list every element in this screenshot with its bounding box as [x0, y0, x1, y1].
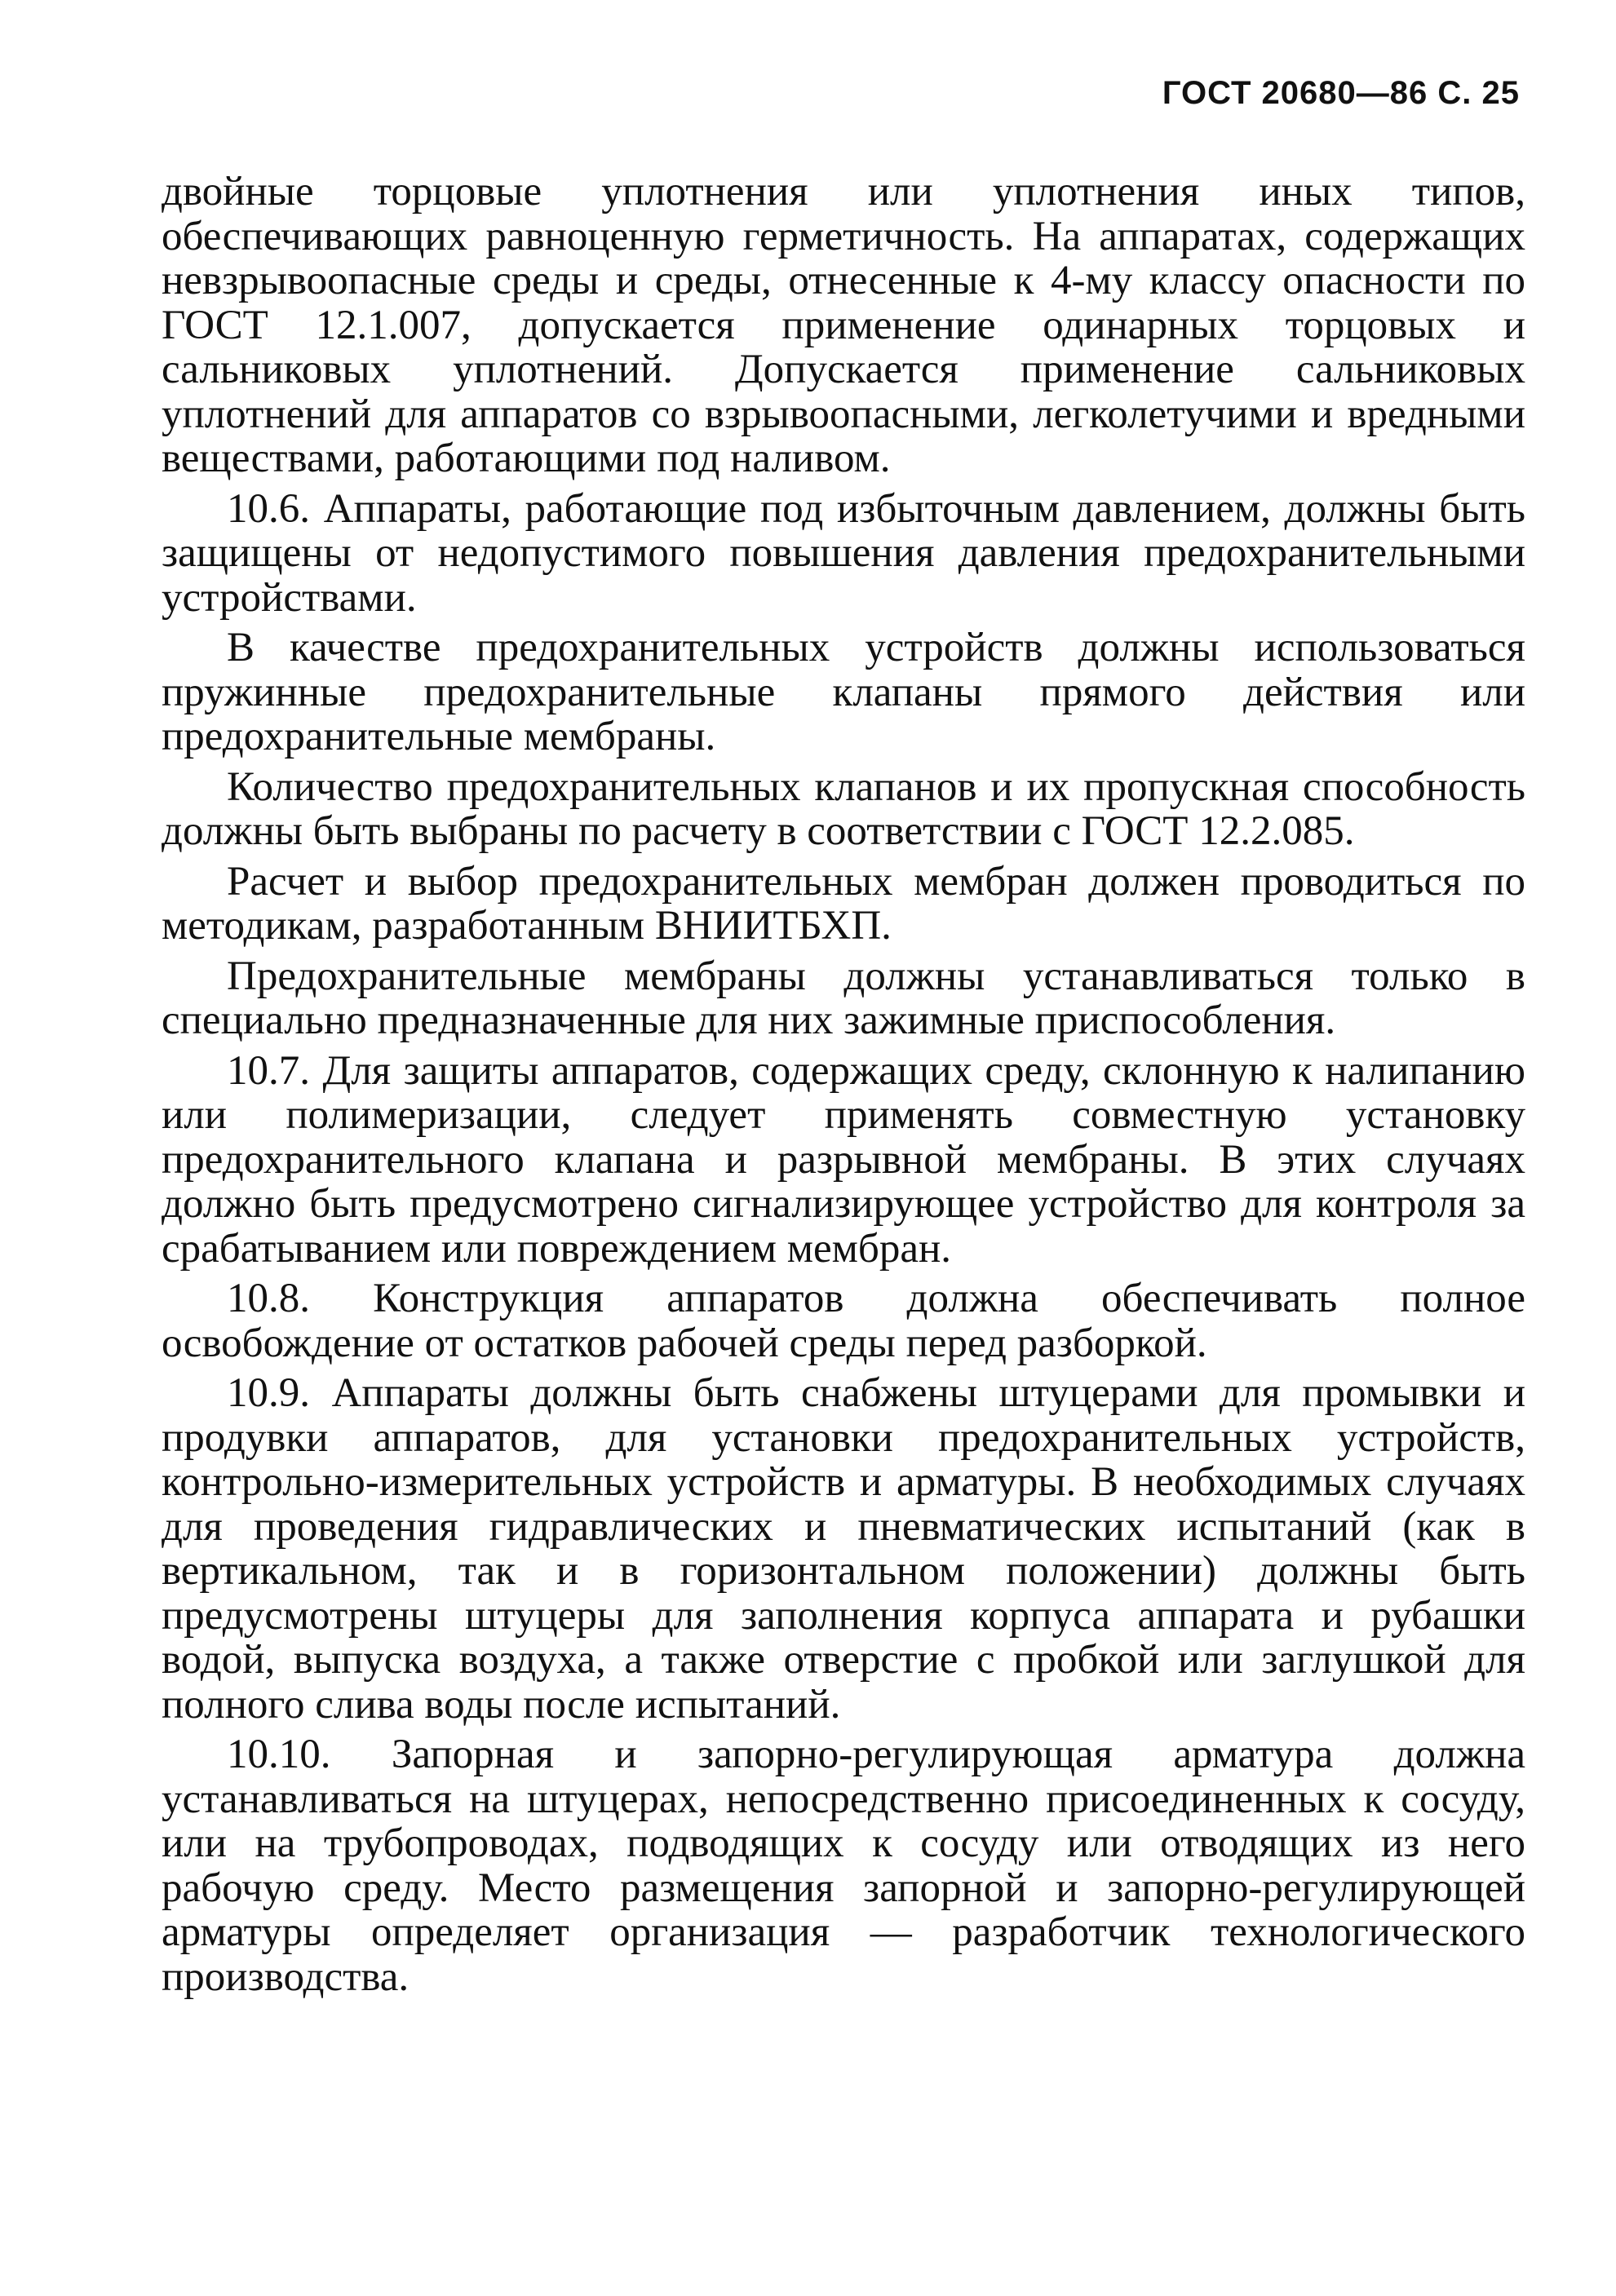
page-header: ГОСТ 20680—86 С. 25 — [1162, 75, 1520, 111]
paragraph-10-6-membrane-calc: Расчет и выбор предохранительных мембран должен проводиться по методикам, разработанным ВНИИТБХП. — [162, 858, 1525, 949]
paragraph-10-6-valves: Количество предохранительных клапанов и их пропускная способность должны быть выбраны по расчету в соответствии с ГОСТ 12.2.085. — [162, 763, 1525, 854]
paragraph-10-6-devices: В качестве предохранительных устройств должны использоваться пружинные предохранительные клапаны прямого действия или предохранительные мембраны. — [162, 625, 1525, 759]
paragraph-10-9: 10.9. Аппараты должны быть снабжены штуцерами для промывки и продувки аппаратов, для установки предохранительных устройств, контрольно-измерительных устройств и арматуры. В необходимых случаях для проведения гидравлических и пневматических испытаний (как в вертикальном, так и в горизонтальном положении) должны быть предусмотрены штуцеры для заполнения корпуса аппарата и рубашки водой, выпуска воздуха, а также отверстие с пробкой или заглушкой для полного слива воды после испытаний. — [162, 1370, 1525, 1728]
paragraph-10-10: 10.10. Запорная и запорно-регулирующая арматура должна устанавливаться на штуцерах, непосредственно присоединенных к сосуду, или на трубопроводах, подводящих к сосуду или отводящих из него рабочую среду. Место размещения запорной и запорно-регулирующей арматуры определяет организация — разработчик технологического производства. — [162, 1732, 1525, 2000]
paragraph-10-8: 10.8. Конструкция аппаратов должна обеспечивать полное освобождение от остатков рабочей среды перед разборкой. — [162, 1276, 1525, 1366]
paragraph-continuation: двойные торцовые уплотнения или уплотнения иных типов, обеспечивающих равноценную герметичность. На аппаратах, содержащих невзрывоопасные среды и среды, отнесенные к 4-му классу опасности по ГОСТ 12.1.007, допускается применение одинарных торцовых и сальниковых уплотнений. Допускается применение сальниковых уплотнений для аппаратов со взрывоопасными, легколетучими и вредными веществами, работающими под наливом. — [162, 169, 1525, 481]
paragraph-10-7: 10.7. Для защиты аппаратов, содержащих среду, склонную к налипанию или полимеризации, следует применять совместную установку предохранительного клапана и разрывной мембраны. В этих случаях должно быть предусмотрено сигнализирующее устройство для контроля за срабатыванием или повреждением мембран. — [162, 1047, 1525, 1272]
page-body — [162, 170, 1525, 2005]
paragraph-10-6-membrane-install: Предохранительные мембраны должны устанавливаться только в специально предназначенные для них зажимные приспособления. — [162, 953, 1525, 1043]
paragraph-10-6: 10.6. Аппараты, работающие под избыточным давлением, должны быть защищены от недопустимого повышения давления предохранительными устройствами. — [162, 485, 1525, 621]
